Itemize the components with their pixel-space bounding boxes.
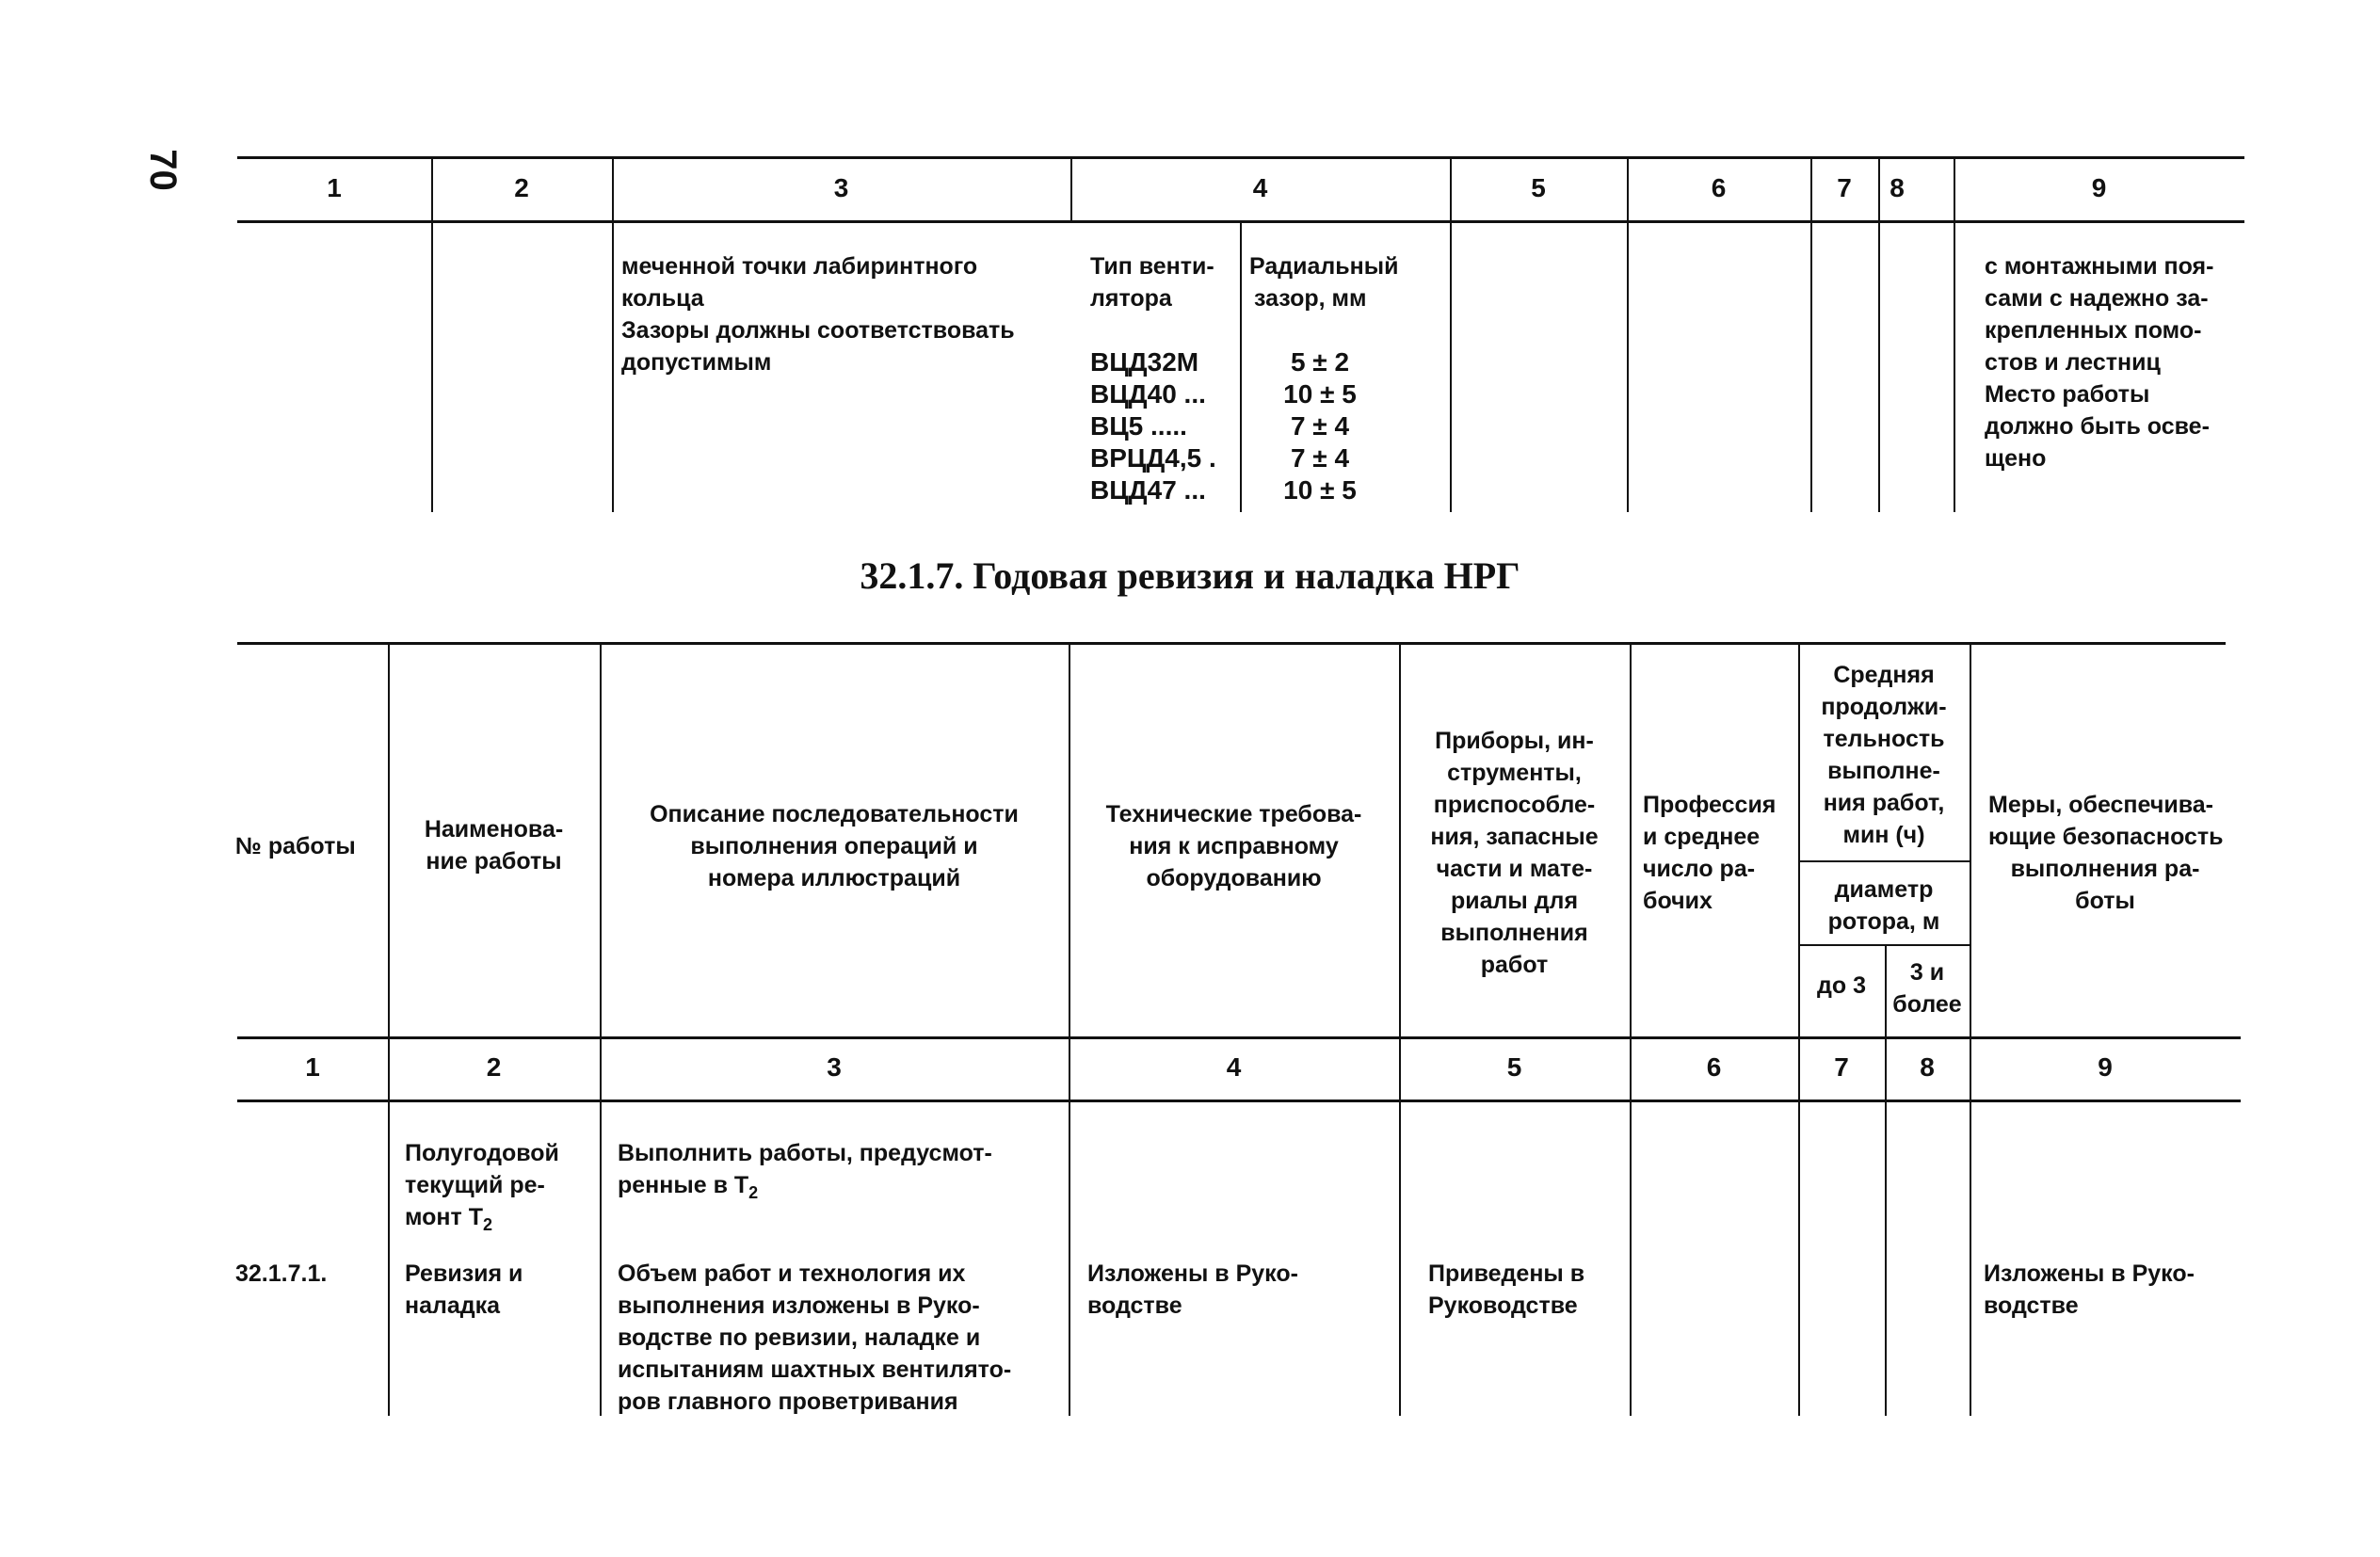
col-number: 6: [1706, 1052, 1722, 1082]
header-profession: и среднее: [1643, 824, 1761, 850]
row-b-safety: Изложены в Руко-: [1984, 1260, 2195, 1287]
header-rotor-diameter: диаметр: [1834, 876, 1934, 903]
top-col9-line: сами с надежно за-: [1985, 285, 2209, 312]
header-description: выполнения операций и: [690, 833, 978, 859]
row-b-safety: водстве: [1984, 1292, 2079, 1319]
top-col-number: 4: [1252, 173, 1268, 202]
section-title: 32.1.7. Годовая ревизия и наладка НРГ: [860, 554, 1520, 597]
header-safety: Меры, обеспечива-: [1988, 792, 2213, 818]
fan-type-header: лятора: [1090, 285, 1172, 312]
gap-header: зазор, мм: [1254, 285, 1367, 312]
header-description: Описание последовательности: [650, 801, 1019, 827]
row-b-number: 32.1.7.1.: [235, 1260, 328, 1287]
header-requirements: Технические требова-: [1105, 801, 1362, 827]
header-safety: ющие безопасность: [1988, 824, 2224, 850]
row-b-description: Объем работ и технология их: [618, 1260, 966, 1287]
header-tools: работ: [1480, 952, 1549, 978]
fan-type: ВЦД47 ...: [1090, 475, 1206, 505]
gap-value: 7 ± 4: [1290, 443, 1350, 473]
header-profession: бочих: [1643, 888, 1713, 914]
header-duration: продолжи-: [1821, 694, 1947, 720]
top-col9-line: щено: [1985, 445, 2047, 472]
row-a-name: Полугодовой: [405, 1140, 559, 1166]
col-number: 2: [486, 1052, 502, 1082]
header-tools: Приборы, ин-: [1435, 728, 1594, 754]
col-number: 7: [1834, 1052, 1849, 1082]
top-col3-line: меченной точки лабиринтного: [621, 253, 978, 280]
col-number: 3: [827, 1052, 842, 1082]
col-number: 8: [1920, 1052, 1935, 1082]
col-number: 4: [1226, 1052, 1242, 1082]
gap-value: 5 ± 2: [1290, 347, 1350, 377]
header-safety: выполнения ра-: [2010, 856, 2200, 882]
header-safety: боты: [2075, 888, 2135, 914]
header-diameter-3-plus: более: [1892, 991, 1962, 1018]
header-tools: приспособле-: [1433, 792, 1596, 818]
gap-value: 10 ± 5: [1283, 379, 1357, 409]
header-profession: Профессия: [1643, 792, 1777, 818]
header-tools: струменты,: [1447, 760, 1582, 786]
header-tools: выполнения: [1440, 920, 1588, 946]
row-b-tools: Приведены в: [1428, 1260, 1585, 1287]
header-rotor-diameter: ротора, м: [1827, 908, 1940, 935]
row-a-description: Выполнить работы, предусмот-: [618, 1140, 992, 1166]
top-col3-line: кольца: [621, 285, 704, 312]
top-col-number: 8: [1890, 173, 1905, 202]
top-col9-line: стов и лестниц: [1985, 349, 2161, 376]
header-description: номера иллюстраций: [707, 865, 961, 891]
header-duration: мин (ч): [1842, 822, 1925, 848]
header-requirements: оборудованию: [1146, 865, 1322, 891]
header-duration: Средняя: [1833, 662, 1935, 688]
gap-header: Радиальный: [1249, 253, 1399, 280]
row-b-requirements: Изложены в Руко-: [1087, 1260, 1298, 1287]
top-col-number: 9: [2091, 173, 2107, 202]
row-b-name: наладка: [405, 1292, 501, 1319]
top-col9-line: должно быть осве-: [1985, 413, 2210, 440]
row-b-description: водстве по ревизии, наладке и: [618, 1324, 981, 1351]
top-col-number: 5: [1531, 173, 1546, 202]
row-b-description: испытаниям шахтных вентилято-: [618, 1356, 1012, 1383]
header-work-name: Наименова-: [424, 816, 564, 843]
header-work-name: ние работы: [426, 848, 562, 875]
top-col-number: 7: [1837, 173, 1852, 202]
fan-type: ВРЦД4,5 .: [1090, 443, 1216, 473]
top-col-number: 6: [1711, 173, 1727, 202]
row-b-description: ров главного проветривания: [618, 1388, 958, 1415]
fan-type: ВЦ5 .....: [1090, 411, 1187, 441]
header-profession: число ра-: [1643, 856, 1756, 882]
header-tools: ния, запасные: [1430, 824, 1599, 850]
row-b-requirements: водстве: [1087, 1292, 1182, 1319]
top-col-number: 1: [327, 173, 342, 202]
row-b-tools: Руководстве: [1428, 1292, 1578, 1319]
col-number: 5: [1506, 1052, 1522, 1082]
top-col-number: 3: [833, 173, 849, 202]
col-number: 1: [305, 1052, 320, 1082]
row-a-name: монт $Т_2$: [405, 1204, 493, 1234]
row-a-name: текущий ре-: [405, 1172, 545, 1198]
top-col-number: 2: [514, 173, 529, 202]
page-number: 70: [141, 149, 184, 191]
top-col9-line: крепленных помо-: [1985, 317, 2202, 344]
header-requirements: ния к исправному: [1129, 833, 1339, 859]
top-col9-line: Место работы: [1985, 381, 2150, 408]
gap-value: 7 ± 4: [1290, 411, 1350, 441]
header-diameter-up-to-3: до 3: [1817, 972, 1866, 999]
header-duration: тельность: [1823, 726, 1945, 752]
fan-type: ВЦД32М: [1090, 347, 1199, 377]
top-col3-line: допустимым: [621, 349, 772, 376]
col-number: 9: [2098, 1052, 2113, 1082]
header-tools: риалы для: [1450, 888, 1579, 914]
header-diameter-3-plus: 3 и: [1909, 959, 1945, 986]
top-col9-line: с монтажными поя-: [1985, 253, 2214, 280]
row-b-name: Ревизия и: [405, 1260, 523, 1287]
header-tools: части и мате-: [1436, 856, 1593, 882]
fan-type: ВЦД40 ...: [1090, 379, 1206, 409]
fan-type-header: Тип венти-: [1090, 253, 1214, 280]
gap-value: 10 ± 5: [1283, 475, 1357, 505]
header-duration: ния работ,: [1823, 790, 1945, 816]
row-a-description: ренные в $Т_2$: [618, 1172, 759, 1202]
top-col3-line: Зазоры должны соответствовать: [621, 317, 1015, 344]
row-b-description: выполнения изложены в Руко-: [618, 1292, 980, 1319]
header-work-number: № работы: [235, 833, 356, 859]
header-duration: выполне-: [1827, 758, 1940, 784]
